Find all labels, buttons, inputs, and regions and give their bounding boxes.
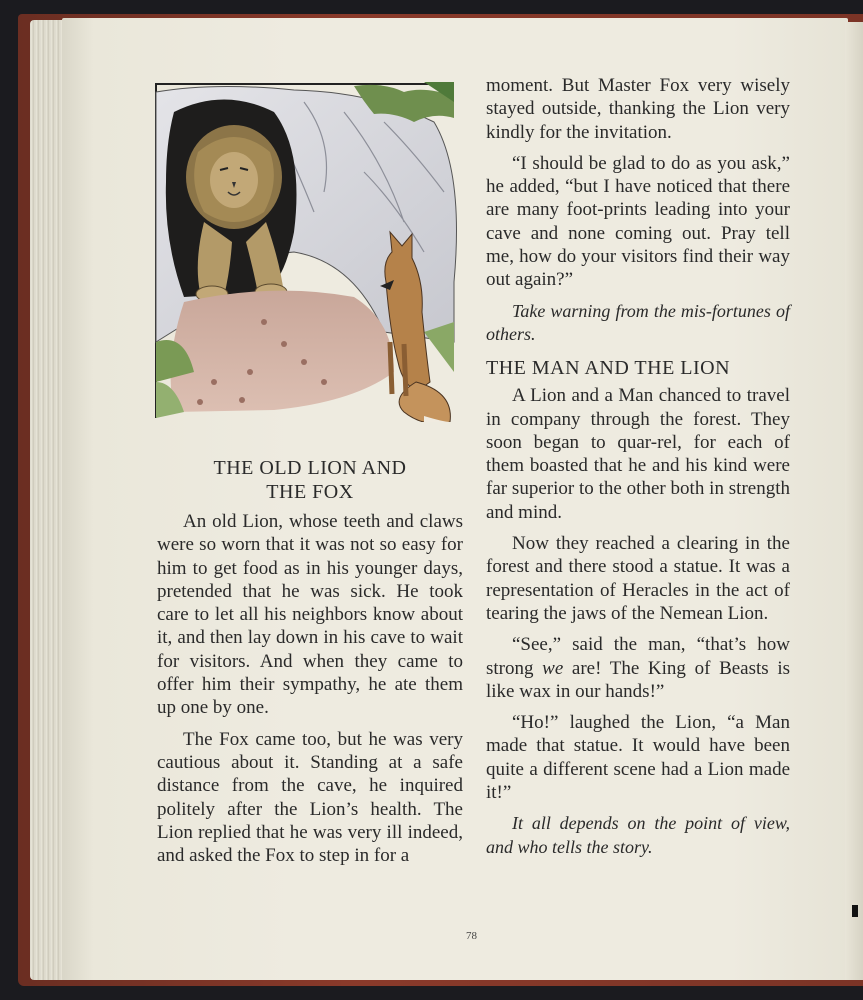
paragraph <box>486 633 790 703</box>
paragraph-continued: moment. But Master Fox very wisely stayed outside, thanking the Lion very kindly for the invitation. <box>486 75 790 143</box>
moral-text: It all depends on the point of view, and who tells the story. <box>486 813 790 857</box>
emphasis-text: we <box>542 657 564 679</box>
lion-fox-illustration <box>154 82 470 422</box>
title-line-2: THE FOX <box>266 481 354 503</box>
story-title-old-lion-and-fox <box>157 456 463 504</box>
paragraph: “Ho!” laughed the Lion, “a Man made that statue. It would have been quite a different scene had a Lion made it!” <box>486 712 790 804</box>
moral-text: Take warning from the mis-fortunes of others. <box>486 300 790 344</box>
story-title-man-and-lion: THE MAN AND THE LION <box>486 357 731 380</box>
title-line-1: THE OLD LION AND <box>213 457 407 479</box>
left-column <box>157 456 463 875</box>
paragraph: A Lion and a Man chanced to travel in company through the forest. They soon began to quar-rel, for each of them boasted that he and his kind were far superior to the other both in strength and mind. <box>486 385 790 523</box>
page-tab-mark <box>852 905 858 917</box>
paragraph: “I should be glad to do as you ask,” he added, “but I have noticed that there are many foot-prints leading into your cave and none coming out. Pray tell me, how do your visitors find their way out again?” <box>486 152 790 291</box>
paragraph: Now they reached a clearing in the forest and there stood a statue. It was a representation of Heracles in the act of tearing the jaws of the Nemean Lion. <box>486 533 790 624</box>
page-number: 78 <box>466 930 477 942</box>
paragraph: An old Lion, whose teeth and claws were so worn that it was not so easy for him to get food as in his younger days, pretended that he was sick. He took care to let all his neighbors know about it, and then lay down in his cave to wait for visitors. And when they came to offer him their sympathy, he ate them up one by one. <box>157 511 463 719</box>
text-span: “See,” said the man, “that’s how strong <box>486 634 790 679</box>
text-span: are! The King of Beasts is like wax in our hands!” <box>486 657 790 702</box>
paragraph: The Fox came too, but he was very cautious about it. Standing at a safe distance from the cave, he inquired politely after the Lion’s health. The Lion replied that he was very ill indeed, and asked the Fox to step in for a <box>157 728 463 867</box>
right-column <box>486 74 790 867</box>
facing-page-edge <box>845 22 863 980</box>
